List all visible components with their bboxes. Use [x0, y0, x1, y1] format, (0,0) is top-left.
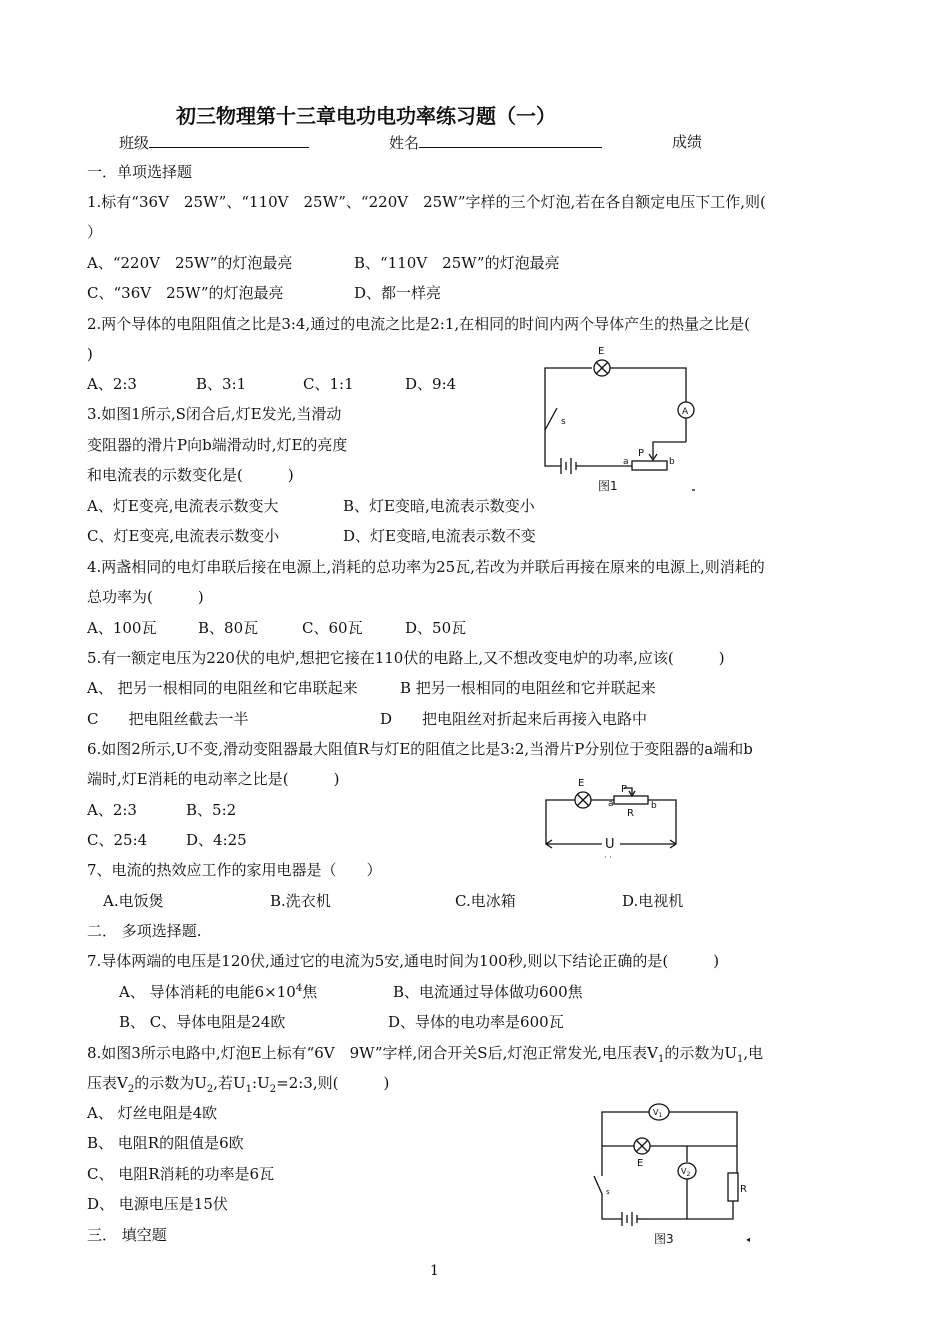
q3-option-b: B、灯E变暗,电流表示数变小 — [343, 497, 535, 515]
q3-stem-line1: 3.如图1所示,S闭合后,灯E发光,当滑动 — [87, 405, 342, 423]
q3-option-d: D、灯E变暗,电流表示数不变 — [343, 527, 536, 545]
fig2-resistor-label: R — [627, 808, 634, 819]
q7a-option-d: D.电视机 — [622, 892, 684, 910]
q8-option-a: A、 灯丝电阻是4欧 — [87, 1104, 218, 1122]
section-heading-fill-blank: 三． 填空题 — [87, 1226, 167, 1244]
q6-stem-end: 端时,灯E消耗的电动率之比是( ) — [87, 770, 340, 788]
page-title: 初三物理第十三章电功电功率练习题（一） — [176, 104, 556, 128]
name-blank[interactable] — [419, 133, 602, 148]
q2-stem: 2.两个导体的电阻阻值之比是3:4,通过的电流之比是2:1,在相同的时间内两个导体产生的热量之比是( — [87, 315, 750, 333]
figure-3-circuit — [588, 1096, 763, 1251]
q4-option-a: A、100瓦 — [87, 619, 157, 637]
q1-option-d: D、都一样亮 — [354, 284, 442, 302]
q7a-stem: 7、电流的热效应工作的家用电器是（ ） — [87, 861, 382, 879]
svg-text:◂: ◂ — [746, 1235, 751, 1244]
fig3-caption: 图3 — [654, 1232, 674, 1246]
fig1-caption: 图1 — [598, 479, 618, 493]
q3-stem-line2: 变阻器的滑片P向b端滑动时,灯E的亮度 — [87, 436, 348, 454]
q5-option-c: C 把电阻丝截去一半 — [87, 710, 249, 728]
q8-stem-line2: 压表$V_2$的示数为$U_2$,若$U_1:U_2=2:3$,则( ) — [87, 1074, 390, 1095]
q7b-option-d: D、导体的电功率是600瓦 — [388, 1013, 564, 1031]
section-heading-multi-choice: 二． 多项选择题. — [87, 922, 202, 940]
q8-option-d: D、 电源电压是15伏 — [87, 1195, 228, 1213]
fig3-switch-label: s — [606, 1188, 610, 1196]
q5-option-d: D 把电阻丝对折起来后再接入电路中 — [380, 710, 648, 728]
q3-stem-line3: 和电流表的示数变化是( ) — [87, 466, 294, 484]
q2-option-c: C、1:1 — [303, 375, 354, 393]
q2-option-b: B、3:1 — [196, 375, 247, 393]
q3-option-a: A、灯E变亮,电流表示数变大 — [87, 497, 279, 515]
q4-option-c: C、60瓦 — [302, 619, 363, 637]
svg-text:· ·: · · — [604, 853, 612, 862]
fig3-resistor-label: R — [740, 1184, 747, 1195]
q1-option-b: B、“110V 25W”的灯泡最亮 — [354, 254, 560, 272]
q5-stem: 5.有一额定电压为220伏的电炉,想把它接在110伏的电路上,又不想改变电炉的功率,应该( ) — [87, 649, 725, 667]
q1-option-c: C、“36V 25W”的灯泡最亮 — [87, 284, 284, 302]
fig3-lamp-label: E — [637, 1158, 644, 1169]
q4-option-b: B、80瓦 — [198, 619, 259, 637]
q1-stem-end: ） — [87, 223, 103, 241]
q4-option-d: D、50瓦 — [405, 619, 467, 637]
name-label: 姓名 — [389, 134, 420, 152]
fig2-end-a-label: a — [608, 799, 614, 809]
class-blank[interactable] — [149, 133, 309, 148]
q6-stem: 6.如图2所示,U不变,滑动变阻器最大阻值R与灯E的阻值之比是3:2,当滑片P分别位于变阻器的a端和b — [87, 740, 753, 758]
figure-2-circuit — [540, 772, 690, 862]
q6-option-a: A、2:3 — [87, 801, 137, 819]
q6-option-d: D、4:25 — [186, 831, 247, 849]
rheostat-icon — [632, 461, 667, 470]
q4-stem: 4.两盏相同的电灯串联后接在电源上,消耗的总功率为25瓦,若改为并联后再接在原来的电源上,则消耗的 — [87, 558, 765, 576]
q7a-option-b: B.洗衣机 — [270, 892, 331, 910]
q7a-option-c: C.电冰箱 — [455, 892, 516, 910]
q2-stem-end: ) — [87, 345, 93, 363]
resistor-icon — [728, 1173, 738, 1201]
q6-option-c: C、25:4 — [87, 831, 148, 849]
q7a-option-a: A.电饭煲 — [103, 892, 164, 910]
q5-option-b: B 把另一根相同的电阻丝和它并联起来 — [400, 679, 656, 697]
fig3-v2-label: $V_2$ — [681, 1167, 691, 1178]
q1-stem: 1.标有“36V 25W”、“110V 25W”、“220V 25W”字样的三个灯泡,若在各自额定电压下工作,则( — [87, 193, 766, 211]
q1-option-a: A、“220V 25W”的灯泡最亮 — [87, 254, 293, 272]
fig1-lamp-label: E — [598, 346, 605, 357]
q7b-option-a: A、 导体消耗的电能$6\times 10^4$焦 — [119, 983, 318, 1001]
section-heading-single-choice: 一．单项选择题 — [87, 163, 193, 181]
q6-option-b: B、5:2 — [186, 801, 237, 819]
fig2-voltage-label: U — [605, 837, 615, 852]
fig3-v1-label: $V_1$ — [653, 1108, 663, 1119]
switch-icon — [545, 408, 557, 430]
fig2-end-b-label: b — [651, 801, 657, 811]
q7b-option-c: B、 C、导体电阻是24欧 — [119, 1013, 286, 1031]
q8-option-b: B、 电阻R的阻值是6欧 — [87, 1134, 244, 1152]
q3-option-c: C、灯E变亮,电流表示数变小 — [87, 527, 280, 545]
fig2-lamp-label: E — [578, 778, 585, 789]
q7b-stem: 7.导体两端的电压是120伏,通过它的电流为5安,通电时间为100秒,则以下结论正确的是( ) — [87, 952, 720, 970]
q8-stem-line1: 8.如图3所示电路中,灯泡E上标有“6V 9W”字样,闭合开关S后,灯泡正常发光,电压表$V_1$的示数为$U_1$,电 — [87, 1044, 764, 1065]
name-field — [389, 133, 602, 152]
fig1-end-a-label: a — [623, 457, 629, 467]
q8-option-c: C、 电阻R消耗的功率是6瓦 — [87, 1165, 275, 1183]
fig1-switch-label: s — [561, 417, 566, 427]
q5-option-a: A、 把另一根相同的电阻丝和它串联起来 — [87, 679, 358, 697]
class-field — [119, 133, 309, 152]
page-number: 1 — [430, 1263, 439, 1279]
class-label: 班级 — [119, 134, 150, 152]
fig1-slider-label: P — [638, 448, 645, 459]
rheostat-icon — [614, 796, 648, 804]
fig1-end-b-label: b — [669, 457, 675, 467]
fig1-meter-label: A — [682, 407, 689, 417]
q4-stem-end: 总功率为( ) — [87, 588, 204, 606]
q2-option-a: A、2:3 — [87, 375, 137, 393]
score-label: 成绩 — [672, 133, 703, 151]
switch-icon — [594, 1176, 602, 1194]
q7b-option-b: B、电流通过导体做功600焦 — [393, 983, 583, 1001]
figure-1-circuit — [535, 338, 710, 498]
fig2-slider-label: P — [621, 784, 628, 795]
q2-option-d: D、9:4 — [405, 375, 457, 393]
